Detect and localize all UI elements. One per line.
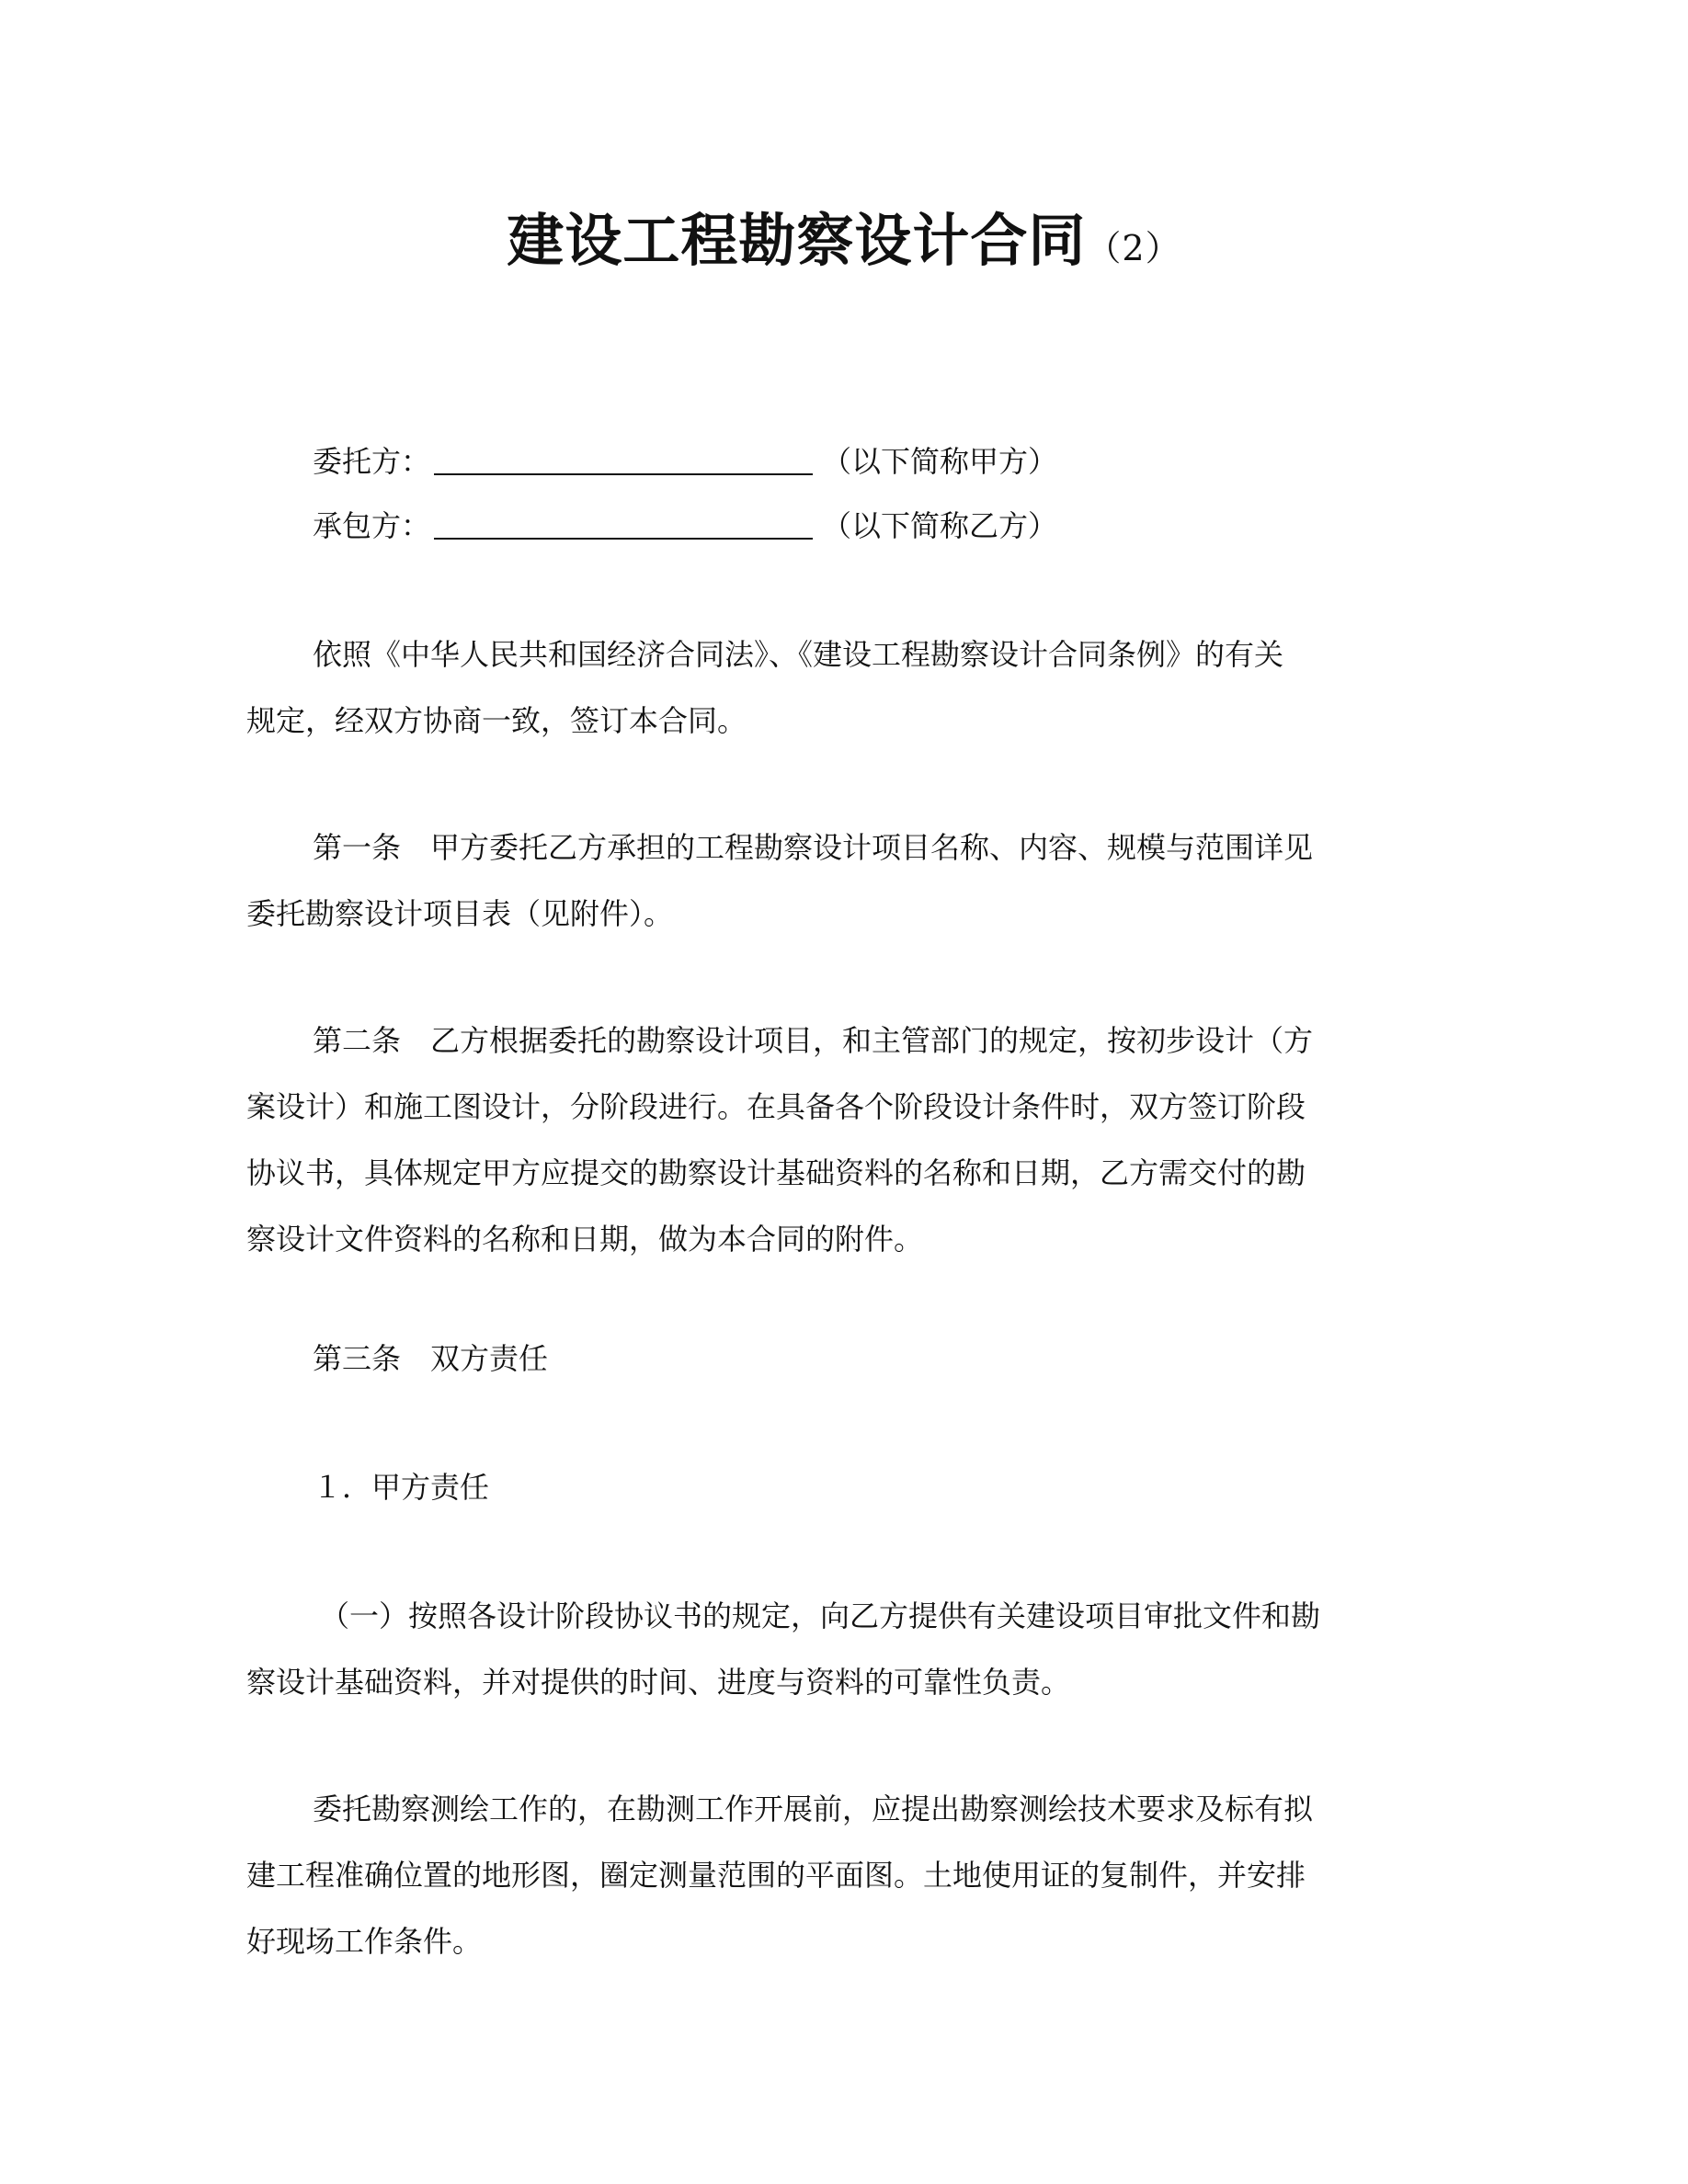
- paragraph-line: 第一条 甲方委托乙方承担的工程勘察设计项目名称、内容、规模与范围详见: [313, 830, 1314, 865]
- paragraph-line: 察设计基础资料，并对提供的时间、进度与资料的可靠性负责。: [246, 1665, 1071, 1700]
- article-2-paragraph: [246, 1007, 1432, 1272]
- preamble-paragraph: [246, 621, 1432, 754]
- paragraph-line: 委托勘察测绘工作的，在勘测工作开展前，应提出勘察测绘技术要求及标有拟: [313, 1792, 1314, 1826]
- party-a-note: （以下简称甲方）: [822, 444, 1058, 479]
- title-main: 建设工程勘察设计合同: [507, 207, 1087, 274]
- paragraph-line: 委托勘察设计项目表（见附件）。: [246, 896, 674, 931]
- party-a-label: 委托方：: [313, 444, 431, 479]
- title-suffix: （2）: [1086, 228, 1181, 268]
- party-a-line: [313, 441, 1057, 482]
- party-b-label: 承包方：: [313, 508, 431, 543]
- article-1-paragraph: [246, 814, 1432, 947]
- document-title: [0, 204, 1688, 285]
- survey-paragraph: [246, 1776, 1432, 1974]
- item-1-paragraph: [246, 1583, 1432, 1715]
- article-3-heading: 第三条 双方责任: [313, 1341, 549, 1376]
- section-1-heading: １．甲方责任: [313, 1470, 490, 1505]
- paragraph-line: 察设计文件资料的名称和日期，做为本合同的附件。: [246, 1222, 924, 1257]
- party-b-blank: [434, 510, 813, 540]
- paragraph-line: 建工程准确位置的地形图，圈定测量范围的平面图。土地使用证的复制件，并安排: [246, 1858, 1306, 1893]
- party-b-note: （以下简称乙方）: [822, 508, 1058, 543]
- paragraph-line: 第二条 乙方根据委托的勘察设计项目，和主管部门的规定，按初步设计（方: [313, 1023, 1314, 1058]
- paragraph-line: （一）按照各设计阶段协议书的规定，向乙方提供有关建设项目审批文件和勘: [320, 1598, 1321, 1633]
- paragraph-line: 案设计）和施工图设计，分阶段进行。在具备各个阶段设计条件时，双方签订阶段: [246, 1089, 1306, 1124]
- party-b-line: [313, 506, 1057, 546]
- paragraph-line: 依照《中华人民共和国经济合同法》、《建设工程勘察设计合同条例》的有关: [313, 637, 1284, 672]
- party-a-blank: [434, 446, 813, 475]
- paragraph-line: 好现场工作条件。: [246, 1924, 483, 1959]
- paragraph-line: 规定，经双方协商一致，签订本合同。: [246, 703, 747, 738]
- paragraph-line: 协议书，具体规定甲方应提交的勘察设计基础资料的名称和日期，乙方需交付的勘: [246, 1155, 1306, 1190]
